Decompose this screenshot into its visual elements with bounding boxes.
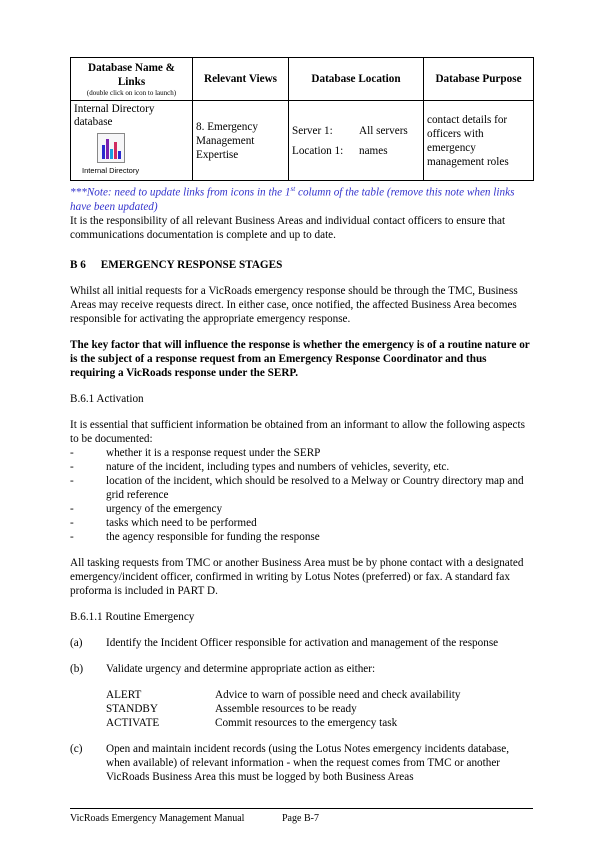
table-row (71, 101, 534, 181)
header-database-name-hint: (double click on icon to launch) (86, 89, 177, 97)
response-states (106, 688, 533, 730)
cell-database-location (289, 101, 424, 181)
state-description: Commit resources to the emergency task (215, 716, 398, 729)
header-database-location: Database Location (289, 58, 424, 101)
update-note: ***Note: need to update links from icons in the 1st column of the table (remove this note when links have been updated) (70, 185, 515, 213)
header-database-name (71, 58, 193, 101)
subsection-activation: B.6.1 Activation (70, 392, 144, 405)
section-number: B 6 (70, 258, 86, 271)
state-name: ALERT (106, 688, 142, 701)
activation-paragraph: It is essential that sufficient information be obtained from an informant to allow the following aspects to be documented: (70, 418, 525, 445)
table-header-row (71, 58, 534, 101)
intro-paragraph: Whilst all initial requests for a VicRoads emergency response should be through the TMC, Business Areas may receive requests direct. In either case, once notified, the affected Business Area becomes responsible for activating the appropriate emergency response. (70, 284, 518, 325)
list-item: - location of the incident, which should be resolved to a Melway or Country directory map and grid reference (70, 474, 524, 501)
list-item: - whether it is a response request under the SERP (70, 446, 321, 459)
location-value: names (359, 144, 388, 157)
responsibility-paragraph: It is the responsibility of all relevant Business Areas and individual contact officers to ensure that communications documentation is complete and up to date. (70, 214, 506, 241)
aspects-list (70, 446, 533, 544)
state-description: Advice to warn of possible need and check availability (215, 688, 461, 701)
key-factor-paragraph: The key factor that will influence the response is whether the emergency is of a routine nature or is the subject of a response request from an Emergency Response Coordinator and thus requiring a VicRoads response under the SERP. (70, 338, 530, 379)
tasking-paragraph: All tasking requests from TMC or another Business Area must be by phone contact with a designated emergency/incident officer, confirmed in writing by Lotus Notes (preferred) or fax. A standard fax proforma is included in PART D. (70, 556, 524, 597)
database-name: Internal Directory database (74, 103, 155, 128)
footer-manual-title: VicRoads Emergency Management Manual (70, 813, 245, 824)
cell-database-name (71, 101, 193, 181)
document-page (70, 57, 533, 784)
footer-page-number: Page B-7 (282, 813, 319, 824)
internal-directory-app-icon[interactable] (97, 133, 125, 163)
list-item: - the agency responsible for funding the response (70, 530, 320, 543)
list-item: - urgency of the emergency (70, 502, 223, 515)
server-label: Server 1: (292, 124, 333, 137)
server-value: All servers (359, 124, 408, 137)
icon-label: Internal Directory (82, 166, 140, 175)
section-title: EMERGENCY RESPONSE STAGES (100, 258, 283, 271)
item-c: (c) Open and maintain incident records (using the Lotus Notes emergency incidents database, when available) of relevant information - when the request comes from TMC or another VicRoads Business Area this must be logged by both Business Areas (70, 742, 510, 783)
database-table (70, 57, 534, 181)
state-name: STANDBY (106, 702, 158, 715)
cell-database-purpose: contact details for officers with emergency management roles (424, 101, 534, 181)
item-b: (b) Validate urgency and determine appropriate action as either: (70, 662, 376, 675)
item-a: (a) Identify the Incident Officer responsible for activation and management of the response (70, 636, 499, 649)
subsection-routine-emergency: B.6.1.1 Routine Emergency (70, 610, 195, 623)
section-heading (70, 258, 533, 272)
state-name: ACTIVATE (106, 716, 160, 729)
header-database-purpose: Database Purpose (424, 58, 534, 101)
cell-relevant-views: 8. Emergency Management Expertise (193, 101, 289, 181)
header-relevant-views: Relevant Views (193, 58, 289, 101)
state-description: Assemble resources to be ready (215, 702, 357, 715)
location-label: Location 1: (292, 144, 344, 157)
header-database-name-label: Database Name & Links (88, 62, 175, 88)
page-footer (70, 808, 533, 824)
list-item: - tasks which need to be performed (70, 516, 257, 529)
list-item: - nature of the incident, including types and numbers of vehicles, severity, etc. (70, 460, 450, 473)
